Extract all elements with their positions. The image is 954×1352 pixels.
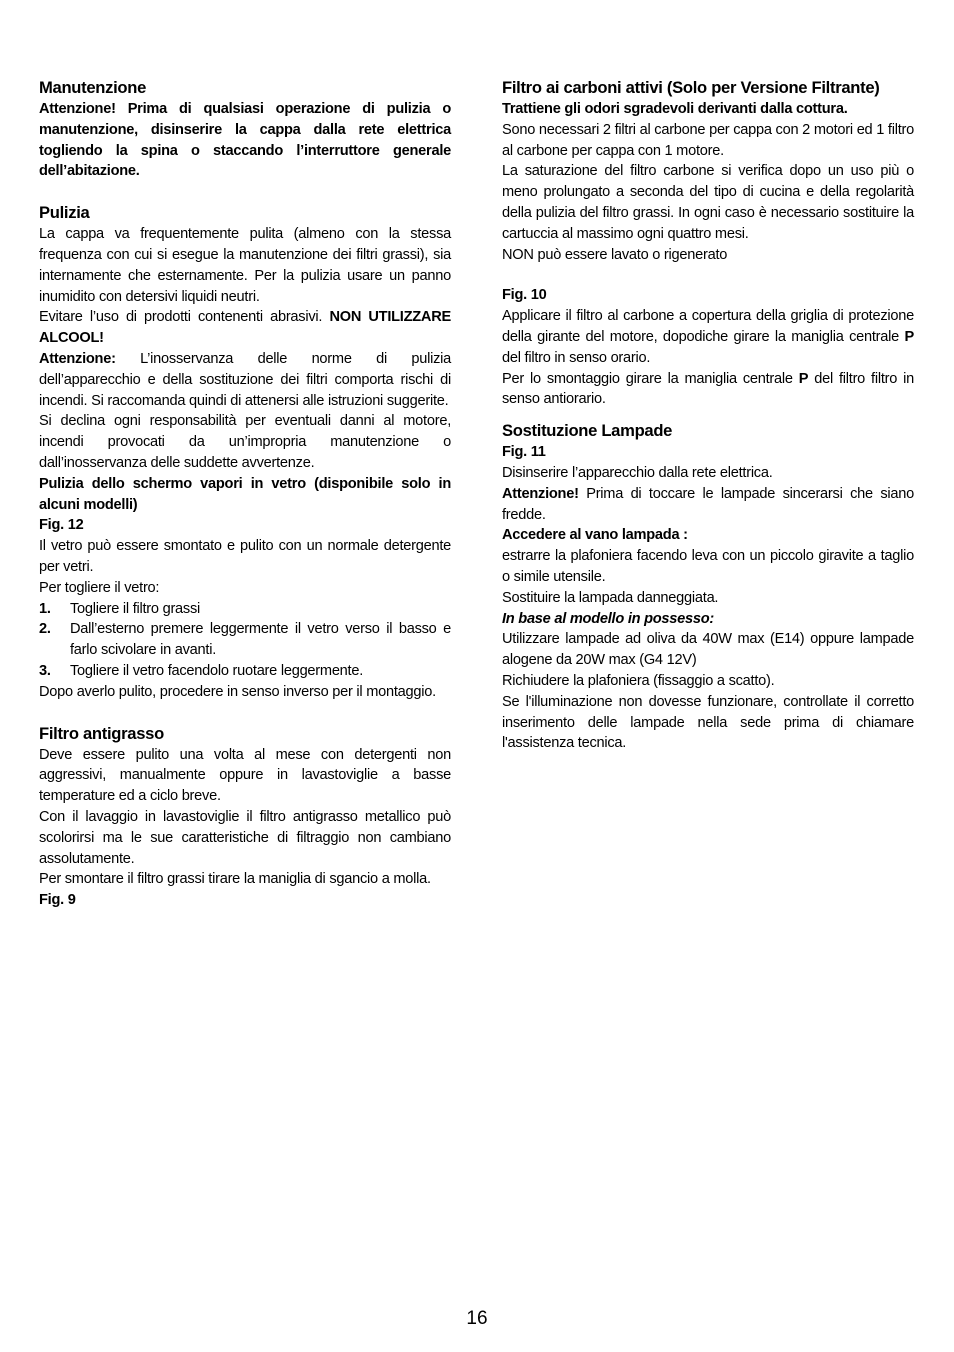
lamp-paragraph-3: estrarre la plafoniera facendo leva con un piccolo giravite a taglio o simile utensile. xyxy=(502,548,914,585)
grease-filter-paragraph-1: Deve essere pulito una volta al mese con detergenti non aggressivi, manualmente oppure in lavastoviglie a basse temperature ed a ciclo breve. xyxy=(39,746,451,805)
cleaning-paragraph-4: Si declina ogni responsabilità per eventuali danni al motore, incendi provocati da un’impropria manutenzione o dall’inosservanza delle suddette avvertenze. xyxy=(39,413,451,471)
list-item xyxy=(39,619,451,661)
cleaning-paragraph-1: La cappa va frequentemente pulita (almeno con la stessa frequenza con cui si esegue la manutenzione dei filtri grassi), sia internamente che esternamente. Per la pulizia usare un panno inumidito con detersivi liquidi neutri. xyxy=(39,226,451,305)
lamp-access-heading: Accedere al vano lampada : xyxy=(502,527,688,544)
carbon-paragraph-4 xyxy=(502,306,914,368)
carbon-filter-subheading: Trattiene gli odori sgradevoli derivanti dalla cottura. xyxy=(502,101,848,117)
cleaning-paragraph-2 xyxy=(39,307,451,349)
glass-paragraph-2: Per togliere il vetro: xyxy=(39,579,160,596)
lamp-cool-text: Prima di toccare le lampade sincerarsi che siano fredde. xyxy=(502,485,914,523)
lamp-paragraph-5: Utilizzare lampade ad oliva da 40W max (E14) oppure lampade alogene da 20W max (G4 12V) xyxy=(502,631,914,669)
fig-9-label: Fig. 9 xyxy=(39,892,76,909)
attention-label: Attenzione! xyxy=(502,485,579,502)
fire-risk-text: L’inosservanza delle norme di pulizia dell’apparecchio e della sostituzione dei filtri comporta rischi di incendi. Si raccomanda quindi di attenersi alle istruzioni suggerite. xyxy=(39,350,451,409)
carbon-apply-text-end: del filtro in senso orario. xyxy=(502,349,651,366)
cleaning-paragraph-3 xyxy=(39,349,451,411)
list-item-text: Dall’esterno premere leggermente il vetro verso il basso e farlo scivolare in avanti. xyxy=(70,621,451,659)
list-item-number: 3. xyxy=(39,662,51,679)
attention-label: Attenzione: xyxy=(39,350,116,367)
fig-11-label: Fig. 11 xyxy=(502,444,546,461)
fig-12-label: Fig. 12 xyxy=(39,517,84,534)
list-item-text: Togliere il vetro facendolo ruotare leggermente. xyxy=(70,662,364,679)
carbon-remove-text-end: del filtro filtro in senso antiorario. xyxy=(502,370,914,408)
list-item xyxy=(39,661,451,682)
lamp-paragraph-1: Disinserire l’apparecchio dalla rete elettrica. xyxy=(502,464,773,481)
list-item xyxy=(39,599,451,620)
glass-paragraph-1: Il vetro può essere smontato e pulito con un normale detergente per vetri. xyxy=(39,538,451,575)
handle-p-label: P xyxy=(904,328,914,345)
section-heading-pulizia: Pulizia xyxy=(39,203,90,223)
carbon-paragraph-1: Sono necessari 2 filtri al carbone per cappa con 2 motori ed 1 filtro al carbone per cappa con 1 motore. xyxy=(502,121,914,159)
section-heading-filtro-antigrasso: Filtro antigrasso xyxy=(39,723,164,743)
left-column xyxy=(39,77,451,911)
fig-10-label: Fig. 10 xyxy=(502,287,547,304)
right-column xyxy=(502,77,914,754)
carbon-paragraph-3: NON può essere lavato o rigenerato xyxy=(502,246,728,263)
carbon-paragraph-5 xyxy=(502,369,914,411)
carbon-remove-text: Per lo smontaggio girare la maniglia centrale xyxy=(502,370,799,387)
carbon-apply-text: Applicare il filtro al carbone a copertura della griglia di protezione della girante del motore, dopodiche girare la maniglia centrale xyxy=(502,308,914,345)
section-heading-lampade: Sostituzione Lampade xyxy=(502,421,673,441)
lamp-paragraph-7: Se l'illuminazione non dovesse funzionare, controllate il corretto inserimento delle lampade nella sede prima di chiamare l'assistenza tecnica. xyxy=(502,693,914,752)
lamp-model-heading: In base al modello in possesso: xyxy=(502,610,715,627)
handle-p-label: P xyxy=(798,370,809,387)
grease-filter-paragraph-3: Per smontare il filtro grassi tirare la maniglia di sgancio a molla. xyxy=(39,871,431,888)
grease-filter-paragraph-2: Con il lavaggio in lavastoviglie il filtro antigrasso metallico può scolorirsi ma le sue caratteristiche di filtraggio non cambiano assolutamente. xyxy=(39,808,451,867)
lamp-paragraph-2 xyxy=(502,484,914,526)
page-number: 16 xyxy=(466,1308,488,1329)
maintenance-warning: Attenzione! Prima di qualsiasi operazione di pulizia o manutenzione, disinserire la cappa dalla rete elettrica togliendo la spina o staccando l’interruttore generale dell’abitazione. xyxy=(39,101,451,180)
no-alcohol-warning: NON UTILIZZARE ALCOOL! xyxy=(39,309,451,347)
carbon-paragraph-2: La saturazione del filtro carbone si verifica dopo un uso più o meno prolungato a seconda del tipo di cucina e della regolarità della pulizia del filtro grassi. In ogni caso è necessario sostituire la cartuccia al massimo ogni quattro mesi. xyxy=(502,163,914,242)
section-heading-carbon-filter: Filtro ai carboni attivi (Solo per Versione Filtrante) xyxy=(502,78,880,97)
abrasives-note: Evitare l’uso di prodotti contenenti abrasivi. xyxy=(39,309,330,326)
lamp-paragraph-6: Richiudere la plafoniera (fissaggio a scatto). xyxy=(502,672,775,689)
list-item-number: 2. xyxy=(39,621,51,638)
glass-paragraph-3: Dopo averlo pulito, procedere in senso inverso per il montaggio. xyxy=(39,683,436,700)
list-item-number: 1. xyxy=(39,600,51,617)
glass-screen-heading: Pulizia dello schermo vapori in vetro (disponibile solo in alcuni modelli) xyxy=(39,475,451,513)
section-heading-manutenzione: Manutenzione xyxy=(39,78,147,97)
lamp-paragraph-4: Sostituire la lampada danneggiata. xyxy=(502,589,719,606)
list-item-text: Togliere il filtro grassi xyxy=(70,600,201,617)
